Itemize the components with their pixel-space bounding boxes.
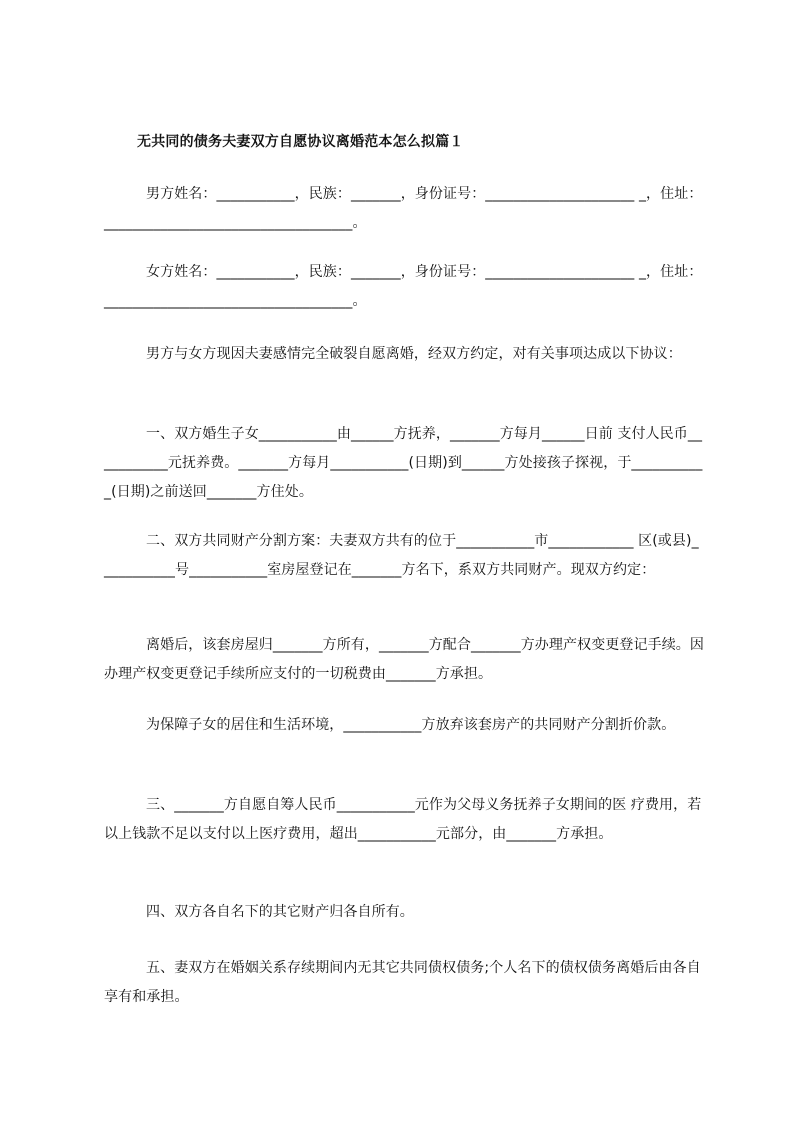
paragraph-other-property: 四、双方各自名下的其它财产归各自所有。 (146, 904, 414, 920)
paragraph-wife-info: 女方姓名：___________，民族：_______，身份证号：_____________________ _，住址：___________________________________。 (104, 264, 703, 309)
paragraph-debts: 五、妻双方在婚姻关系存续期间内无其它共同债权债务;个人名下的债权债务离婚后由各自享有和承担。 (104, 960, 701, 1005)
paragraph-husband-info: 男方姓名：___________，民族：_______，身份证号：_____________________ _，住址：___________________________________。 (104, 186, 703, 231)
paragraph-house-ownership: 离婚后，该套房屋归_______方所有，_______方配合_______方办理产权变更登记手续。因办理产权变更登记手续所应支付的一切税费由_______方承担。 (104, 637, 704, 682)
paragraph-agreement-intro: 男方与女方现因夫妻感情完全破裂自愿离婚，经双方约定，对有关事项达成以下协议： (146, 346, 682, 362)
paragraph-property-division: 二、双方共同财产分割方案：夫妻双方共有的位于___________市____________ 区(或县)___________号___________室房屋登记在_______方名下，系双方共同财产。现双方约定： (104, 533, 699, 578)
document-title: 无共同的债务夫妻双方自愿协议离婚范本怎么拟篇１ (137, 134, 464, 150)
paragraph-child-custody: 一、双方婚生子女___________由______方抚养，_______方每月______日前 支付人民币___________元抚养费。_______方每月___________(日期)到______方处接孩子探视，于___________(日期)之前送回_______方住处。 (104, 426, 703, 500)
paragraph-medical-expenses: 三、_______方自愿自筹人民币___________元作为父母义务抚养子女期间的医 疗费用，若以上钱款不足以支付以上医疗费用，超出___________元部分，由_______方承担。 (104, 797, 702, 842)
paragraph-house-waiver: 为保障子女的居住和生活环境，___________方放弃该套房产的共同财产分割折价款。 (146, 717, 676, 733)
